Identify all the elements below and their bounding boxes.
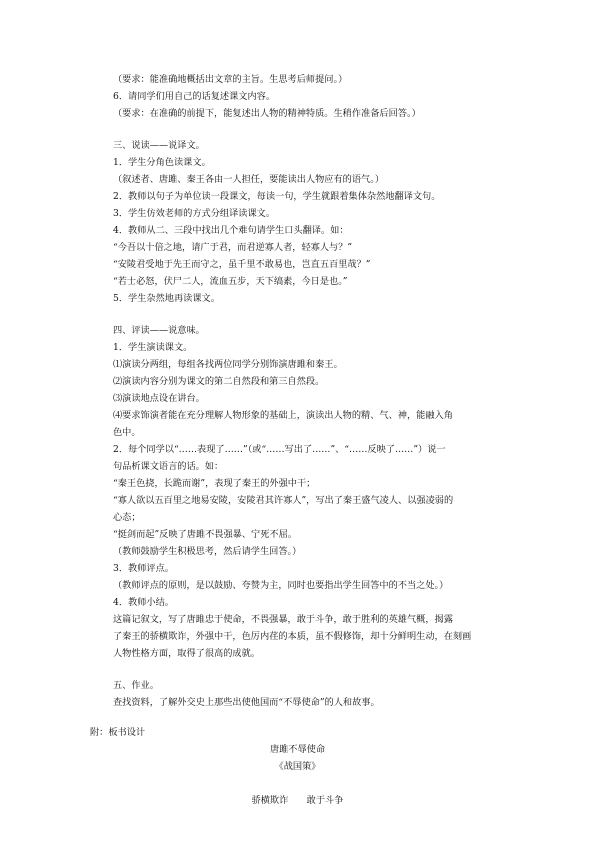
summary-line-2: 了秦王的骄横欺诈，外强中干，色厉内荏的本质，虽不假修饰，却十分鲜明生动，在刻画 <box>113 631 472 642</box>
requirement-note-5: （要求：能准确地概括出文章的主旨。生思考后师提问。） <box>113 74 348 85</box>
section-3-item-4: 4．教师从二、三段中找出几个难句请学生口头翻译。如： <box>113 225 349 236</box>
section-4-heading: 四、评读——说意味。 <box>113 325 205 336</box>
section-4-item-4: 4．教师小结。 <box>113 597 174 608</box>
section-3-item-5: 5．学生杂然地再读课文。 <box>113 293 220 304</box>
teacher-note-evaluation: （教师评点的原则，是以鼓励、夸赞为主，同时也要指出学生回答中的不当之处。） <box>113 580 449 591</box>
summary-line-1: 这篇记叙文，写了唐雎忠于使命，不畏强暴，敢于斗争，敢于胜利的英雄气概，揭露 <box>113 614 453 625</box>
appendix-heading: 附：板书设计 <box>90 727 146 738</box>
example-analysis-1: “秦王色挠，长跪而谢”，表现了秦王的外强中干； <box>113 478 316 489</box>
section-4-item-3: 3．教师评点。 <box>113 563 174 574</box>
example-analysis-2-cont: 心态； <box>113 512 141 523</box>
section-4-sub-4-cont: 色中。 <box>113 427 141 438</box>
section-4-sub-4: ⑷要求饰演者能在充分理解人物形象的基础上，演读出人物的精、气、神，能融入角 <box>113 410 453 421</box>
teacher-note-encourage: （教师鼓励学生积极思考，然后请学生回答。） <box>113 546 302 557</box>
section-4-sub-1: ⑴演读分两组，每组各找两位同学分别饰演唐雎和秦王。 <box>113 359 343 370</box>
section-3-item-1: 1．学生分角色读课文。 <box>113 157 211 168</box>
example-analysis-2: “寡人欲以五百里之地易安陵，安陵君其许寡人”，写出了秦王盛气凌人、以强凌弱的 <box>113 495 454 506</box>
section-4-item-2-cont: 句品析课文语言的话。如： <box>113 461 224 472</box>
board-keywords: 骄横欺诈 敢于斗争 <box>251 795 344 806</box>
section-3-note-1: （叙述者、唐雎、秦王各由一人担任，要能读出人物应有的语气。） <box>113 174 385 185</box>
example-analysis-3: “挺剑而起”反映了唐雎不畏强暴、宁死不屈。 <box>113 529 297 540</box>
step-6-retell: 6．请同学们用自己的话复述课文内容。 <box>113 91 276 102</box>
summary-line-3: 人物性格方面，取得了很高的成就。 <box>113 648 260 659</box>
section-4-item-1: 1．学生演读课文。 <box>113 342 193 353</box>
section-4-item-2: 2．每个同学以“……表现了……”（或“……写出了……”、“……反映了……”）说一 <box>113 444 446 455</box>
homework-text: 查找资料，了解外交史上那些出使他国而“不辱使命”的人和故事。 <box>113 697 380 708</box>
section-5-heading: 五、作业。 <box>113 680 159 691</box>
quote-sentence-2: “安陵君受地于先王而守之，虽千里不敢易也，岂直五百里哉？” <box>113 259 371 270</box>
board-source: 《战国策》 <box>274 761 321 772</box>
section-4-sub-3: ⑶演读地点设在讲台。 <box>113 393 205 404</box>
quote-sentence-1: “今吾以十倍之地，请广于君，而君逆寡人者，轻寡人与？” <box>113 242 353 253</box>
requirement-note-6: （要求：在准确的前提下，能复述出人物的精神特质。生稍作准备后回答。） <box>113 108 421 119</box>
quote-sentence-3: “若士必怒，伏尸二人，流血五步，天下缟素，今日是也。” <box>113 276 348 287</box>
board-title: 唐雎不辱使命 <box>269 744 326 755</box>
section-3-item-2: 2．教师以句子为单位读一段课文，每读一句，学生就跟着集体杂然地翻译文句。 <box>113 191 441 202</box>
section-4-sub-2: ⑵演读内容分别为课文的第二自然段和第三自然段。 <box>113 376 325 387</box>
section-3-item-3: 3．学生仿效老师的方式分组译读课文。 <box>113 208 276 219</box>
section-3-heading: 三、说读——说译文。 <box>113 140 205 151</box>
